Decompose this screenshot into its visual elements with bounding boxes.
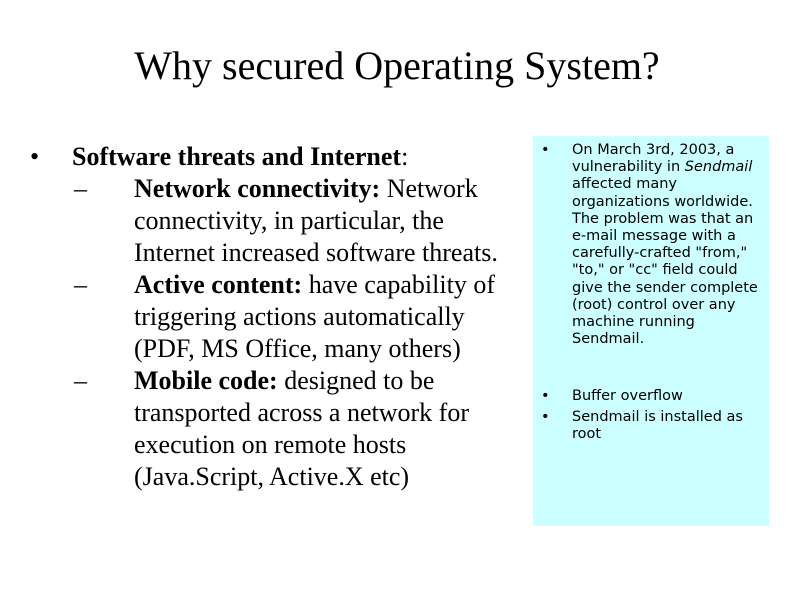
bullet-software-threats — [30, 141, 510, 173]
dash-marker: – — [74, 270, 87, 299]
main-bullet-list — [30, 141, 510, 493]
sub-bullet-text: Network connectivity, in particular, the Internet increased software threats. — [134, 174, 498, 267]
callout-bullet-marker: • — [541, 409, 550, 425]
sub-bullet-bold: Network connectivity: — [134, 174, 381, 203]
sub-bullet-bold: Mobile code: — [134, 366, 278, 395]
sub-bullet-text: have capability of triggering actions automatically (PDF, MS Office, many others) — [134, 270, 495, 363]
sendmail-callout-box — [533, 136, 769, 526]
callout-item-text: Sendmail is installed as root — [572, 409, 743, 443]
sub-bullet-text: designed to be transported across a network for execution on remote hosts (Java.Script, Active.X etc) — [134, 366, 469, 491]
dash-marker: – — [74, 366, 87, 395]
heading-suffix: : — [401, 142, 409, 171]
callout-item-text: Buffer overflow — [572, 388, 683, 404]
slide-title: Why secured Operating System? — [134, 43, 660, 88]
callout-text-italic: Sendmail — [684, 159, 753, 176]
bullet-marker: • — [30, 142, 40, 171]
callout-item-installed-as-root — [533, 409, 769, 443]
sub-bullet-network-connectivity — [30, 173, 510, 269]
sub-bullet-active-content — [30, 269, 510, 365]
callout-text-pre: On March 3rd, 2003, a vulnerability in — [572, 142, 735, 176]
callout-bullet-marker: • — [541, 388, 550, 404]
sub-bullet-bold: Active content: — [134, 270, 303, 299]
callout-bullet-marker: • — [541, 142, 550, 158]
dash-marker: – — [74, 174, 87, 203]
callout-text-post: affected many organizations worldwide. The problem was that an e-mail message with a carefully-crafted "from," "to," or "cc" field could give the sender complete (root) control over any machine running Sendmail. — [572, 176, 758, 348]
callout-item-march-2003 — [533, 142, 769, 348]
sub-bullet-mobile-code — [30, 365, 510, 493]
callout-item-text — [572, 142, 768, 348]
callout-item-buffer-overflow — [533, 388, 769, 405]
heading-bold: Software threats and Internet — [72, 142, 402, 171]
